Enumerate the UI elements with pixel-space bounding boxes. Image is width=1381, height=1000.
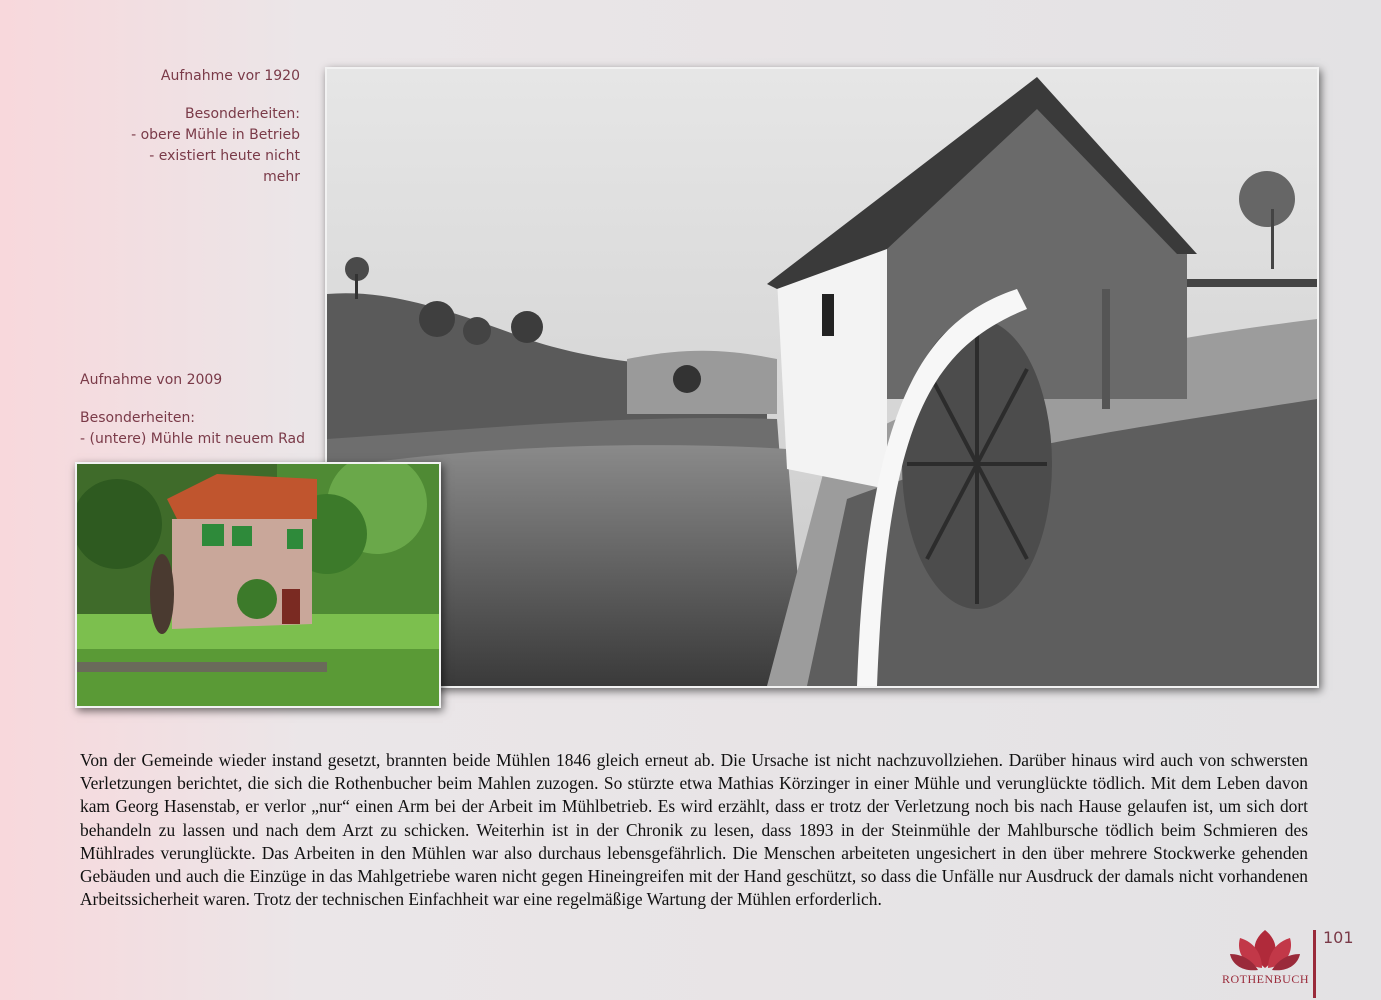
caption-old-item-2: - existiert heute nicht mehr [149,148,300,185]
leaves-logo-icon [1222,928,1308,972]
caption-old-date: Aufnahme vor 1920 [160,68,300,84]
caption-new-item-1: - (untere) Mühle mit neuem Rad [80,431,305,447]
modern-mill-photo [75,462,441,708]
caption-old-photo [110,66,300,188]
caption-old-heading: Besonderheiten: [184,106,300,122]
logo-text: ROTHENBUCH [1222,972,1310,986]
page-number-rule [1313,930,1316,998]
caption-new-heading: Besonderheiten: [80,410,196,426]
caption-old-item-1: - obere Mühle in Betrieb [131,127,300,143]
historic-mill-photo [325,67,1319,688]
body-text: Von der Gemeinde wieder instand gesetzt, brannten beide Mühlen 1846 gleich erneut ab. Die Ursache ist nicht nachzuvollziehen. Darüber hinaus wird auch von schwersten Verletzungen berichtet, die sich die Rothenbucher beim Mahlen zuzogen. So stürzte etwa Mathias Körzinger in einer Mühle und verunglückte tödlich. Mit dem Leben davon kam Georg Hasenstab, er verlor „nur“ einen Arm bei der Arbeit im Mühlbetrieb. Es wird erzählt, dass er trotz der Verletzung noch bis nach Hause gelaufen ist, um sich dort behandeln zu lassen und nach dem Arzt zu schicken. Weiterhin ist in der Chronik zu lesen, dass 1893 in der Steinmühle der Mahlbursche tödlich beim Schmieren des Mühlrades verunglückte. Das Arbeiten in den Mühlen war also durchaus lebensgefährlich. Die Menschen arbeiteten ungesichert in den über mehrere Stockwerke gehenden Gebäuden und auch die Einzüge in das Mahlgetriebe waren nicht gegen Hineingreifen mit der Hand geschützt, so dass die Unfälle nur Ausdruck der damals nicht vorhandenen Arbeitssicherheit waren. Trotz der technischen Einfachheit war eine regelmäßige Wartung der Mühlen erforderlich. [80,750,1308,910]
caption-new-photo [80,370,310,450]
rothenbuch-logo [1222,928,1308,990]
page-number: 101 [1323,928,1354,947]
caption-new-date: Aufnahme von 2009 [80,372,223,388]
